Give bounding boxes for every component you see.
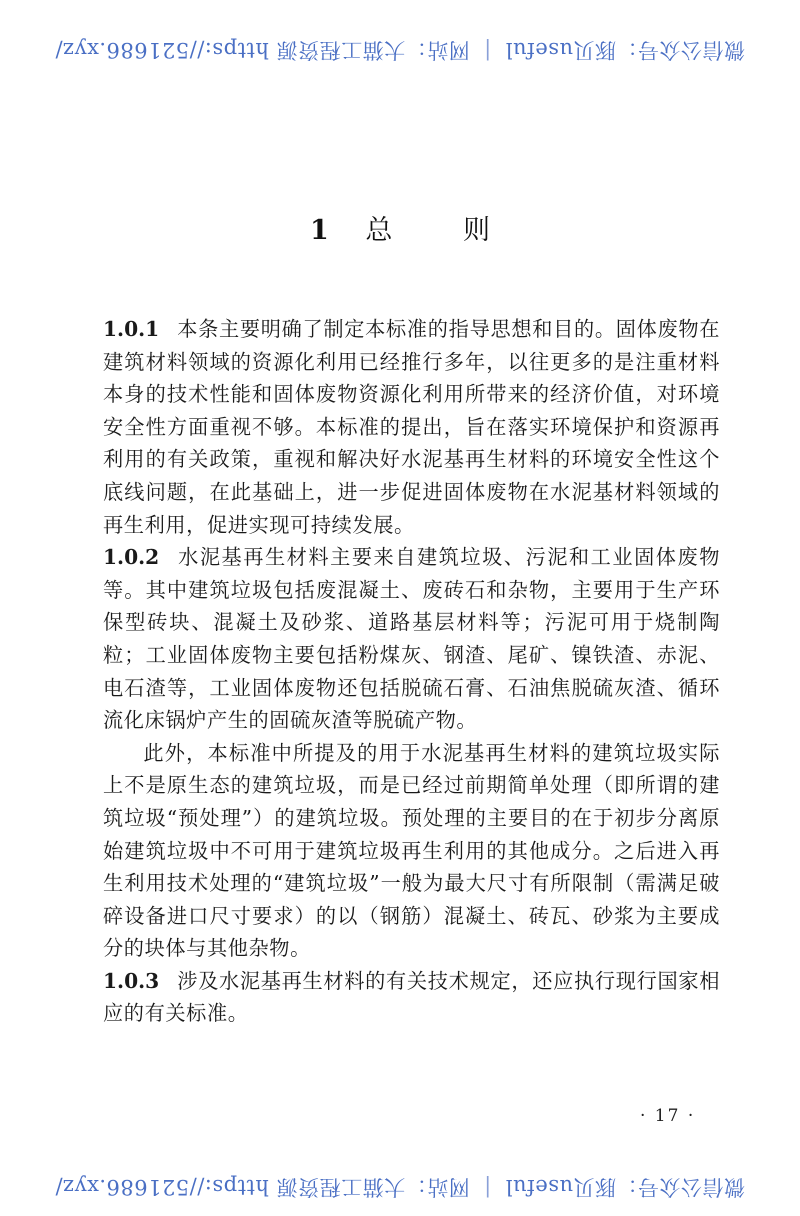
chapter-title-char-1: 总 (365, 215, 393, 246)
chapter-title-char-2: 则 (462, 215, 490, 246)
clause-number: 1.0.2 (103, 545, 160, 570)
clause-1-0-2 (103, 541, 720, 737)
clause-1-0-1 (103, 313, 720, 541)
chapter-title (0, 208, 800, 247)
watermark-site: 网站：大猫工程资源 https://521686.xyz/ (54, 38, 470, 62)
watermark-separator: | (483, 39, 492, 63)
page-number: · 17 · (640, 1106, 696, 1126)
document-body (103, 313, 720, 1030)
watermark-separator: | (483, 1176, 492, 1200)
watermark-bottom (0, 1170, 800, 1206)
clause-text: 本条主要明确了制定本标准的指导思想和目的。固体废物在建筑材料领域的资源化利用已经推行多年，以往更多的是注重材料本身的技术性能和固体废物资源化利用所带来的经济价值，对环境安全性方面重视不够。本标准的提出，旨在落实环境保护和资源再利用的有关政策，重视和解决好水泥基再生材料的环境安全性这个底线问题，在此基础上，进一步促进固体废物在水泥基材料领域的再生利用，促进实现可持续发展。 (103, 317, 720, 537)
clause-number: 1.0.1 (103, 317, 160, 341)
watermark-top (0, 33, 800, 69)
watermark-site: 网站：大猫工程资源 https://521686.xyz/ (54, 1175, 470, 1199)
clause-1-0-3 (103, 965, 720, 1030)
chapter-number: 1 (310, 215, 329, 246)
clause-text: 水泥基再生材料主要来自建筑垃圾、污泥和工业固体废物等。其中建筑垃圾包括废混凝土、废砖石和杂物，主要用于生产环保型砖块、混凝土及砂浆、道路基层材料等；污泥可用于烧制陶粒；工业固体废物主要包括粉煤灰、钢渣、尾矿、镍铁渣、赤泥、电石渣等，工业固体废物还包括脱硫石膏、石油焦脱硫灰渣、循环流化床锅炉产生的固硫灰渣等脱硫产物。 (103, 545, 720, 733)
clause-number: 1.0.3 (103, 968, 160, 993)
watermark-wechat: 微信公众号：豚贝useful (505, 1175, 746, 1199)
watermark-wechat: 微信公众号：豚贝useful (505, 38, 746, 62)
clause-text: 涉及水泥基再生材料的有关技术规定，还应执行现行国家相应的有关标准。 (103, 968, 720, 1026)
clause-1-0-2-note: 此外，本标准中所提及的用于水泥基再生材料的建筑垃圾实际上不是原生态的建筑垃圾，而是已经过前期简单处理（即所谓的建筑垃圾“预处理”）的建筑垃圾。预处理的主要目的在于初步分离原始建筑垃圾中不可用于建筑垃圾再生利用的其他成分。之后进入再生利用技术处理的“建筑垃圾”一般为最大尺寸有所限制（需满足破碎设备进口尺寸要求）的以（钢筋）混凝土、砖瓦、砂浆为主要成分的块体与其他杂物。 (103, 740, 720, 961)
